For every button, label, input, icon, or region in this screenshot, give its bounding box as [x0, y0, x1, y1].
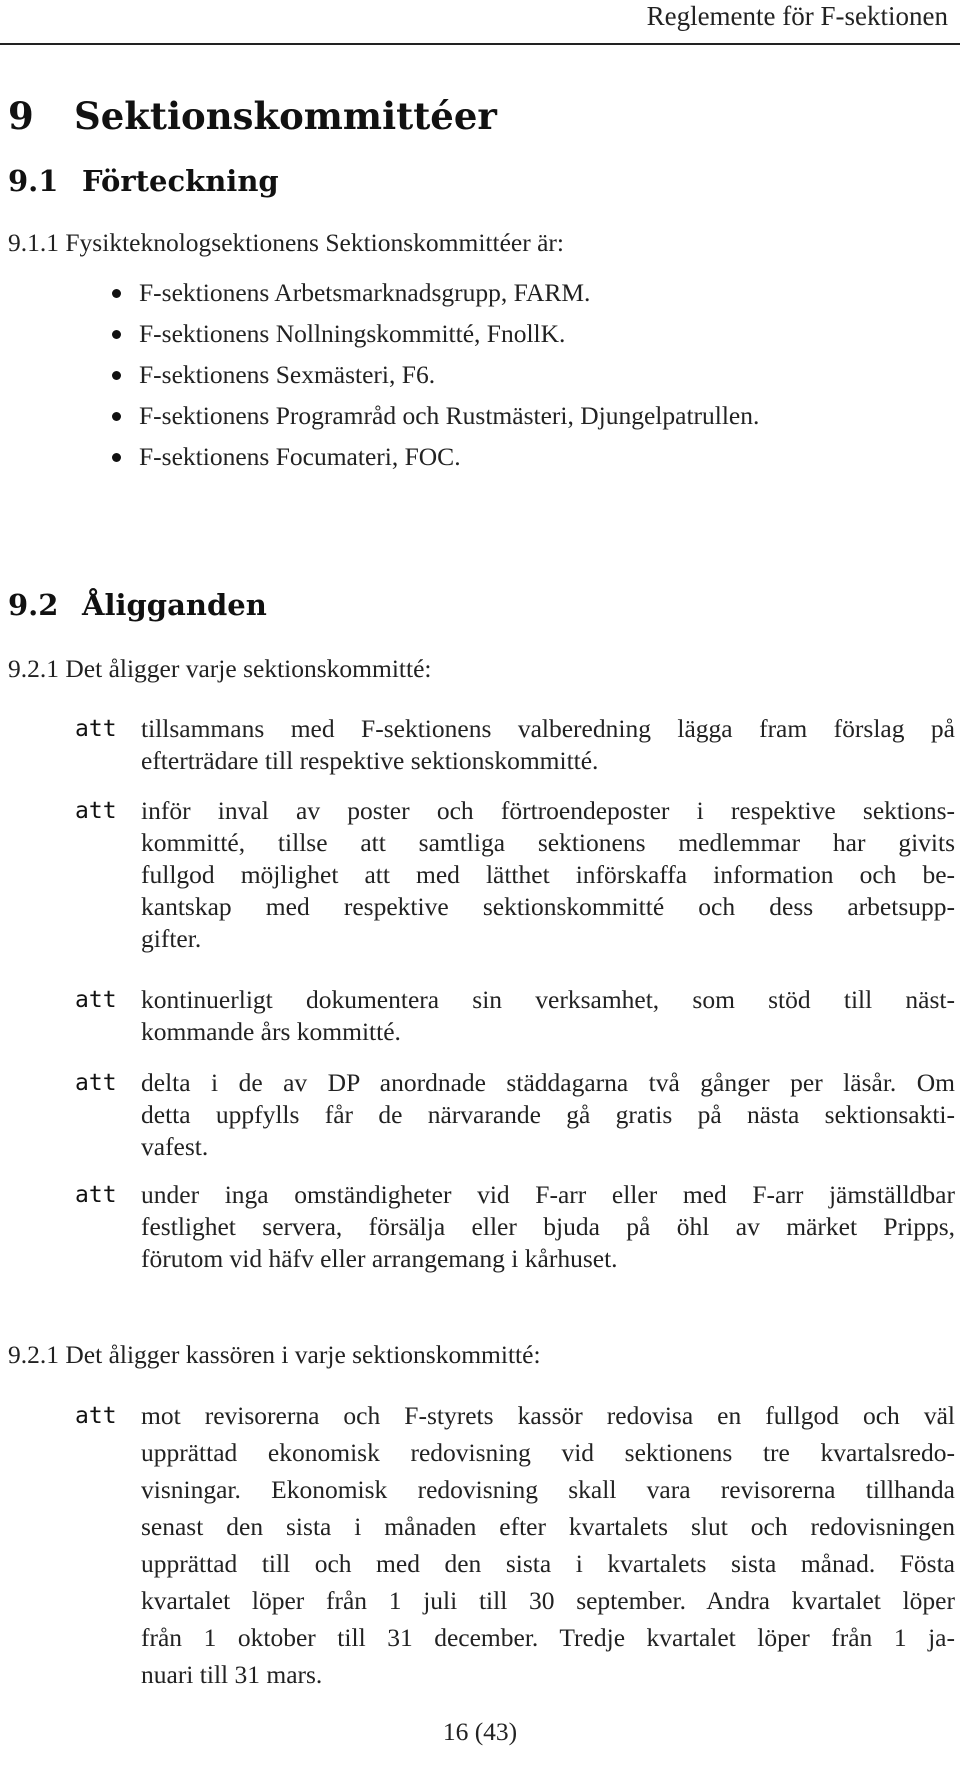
- section-title-text: Sektionskommittéer: [74, 94, 497, 138]
- duty-item: [75, 795, 955, 955]
- bullet-icon: [112, 289, 121, 298]
- paragraph-number: 9.2.1: [8, 654, 59, 683]
- section-number: 9: [8, 94, 34, 138]
- running-header: Reglemente för F-sektionen: [646, 1, 948, 31]
- duty-keyword: att: [75, 798, 117, 824]
- duty-line: kontinuerligt dokumentera sin verksamhet, som stöd till näst-: [141, 985, 955, 1014]
- duty-keyword: att: [75, 716, 117, 742]
- duty-line: tillsammans med F-sektionens valberedning lägga fram förslag på: [141, 714, 955, 743]
- duty-line: detta uppfylls får de närvarande gå gratis på nästa sektionsakti-: [141, 1100, 955, 1129]
- duty-line: förutom vid häfv eller arrangemang i kårhuset.: [141, 1244, 618, 1273]
- list-item-text: F-sektionens Focumateri, FOC.: [139, 442, 461, 471]
- paragraph-number: 9.1.1: [8, 228, 59, 257]
- duty-line: festlighet servera, försälja eller bjuda på öhl av märket Pripps,: [141, 1212, 955, 1241]
- duty-line: visningar. Ekonomisk redovisning skall vara revisorerna tillhanda: [141, 1475, 955, 1504]
- duty-item: [75, 984, 955, 1048]
- list-item-text: F-sektionens Programråd och Rustmästeri, Djungelpatrullen.: [139, 401, 760, 430]
- bullet-icon: [112, 453, 121, 462]
- duty-line: upprättad till och med den sista i kvartalets sista månad. Fösta: [141, 1549, 955, 1578]
- duty-keyword: att: [75, 1070, 117, 1096]
- bullet-icon: [112, 412, 121, 421]
- subsection-title-text: Förteckning: [82, 164, 279, 198]
- duty-line: kantskap med respektive sektionskommitté och dess arbetsupp-: [141, 892, 955, 921]
- treasurer-duty-item: [75, 1400, 955, 1696]
- subsection-number: 9.1: [8, 164, 59, 198]
- duty-line: kvartalet löper från 1 juli till 30 september. Andra kvartalet löper: [141, 1586, 955, 1615]
- paragraph-9-2-1-treasurer: [8, 1339, 541, 1371]
- subsection-title-text: Åligganden: [82, 588, 267, 622]
- duty-item: [75, 1067, 955, 1163]
- duty-line: nuari till 31 mars.: [141, 1660, 323, 1689]
- paragraph-9-2-1: [8, 653, 432, 685]
- duty-line: kommande års kommitté.: [141, 1017, 401, 1046]
- header-rule: [0, 43, 960, 45]
- duty-line: mot revisorerna och F-styrets kassör redovisa en fullgod och väl: [141, 1401, 955, 1430]
- duty-line: inför inval av poster och förtroendeposter i respektive sektions-: [141, 796, 955, 825]
- duty-keyword: att: [75, 1182, 117, 1208]
- duty-item: [75, 713, 955, 777]
- list-item-text: F-sektionens Nollningskommitté, FnollK.: [139, 319, 566, 348]
- duty-line: senast den sista i månaden efter kvartalets slut och redovisningen: [141, 1512, 955, 1541]
- duty-line: under inga omständigheter vid F-arr eller med F-arr jämställdbar: [141, 1180, 955, 1209]
- duty-keyword: att: [75, 987, 117, 1013]
- subsection-title-aligganden: [8, 587, 267, 623]
- page-number: 16 (43): [442, 1717, 518, 1746]
- duty-line: delta i de av DP anordnade städdagarna två gånger per läsår. Om: [141, 1068, 955, 1097]
- paragraph-number: 9.2.1: [8, 1340, 59, 1369]
- paragraph-text: Fysikteknologsektionens Sektionskommittéer är:: [65, 228, 564, 257]
- subsection-number: 9.2: [8, 588, 59, 622]
- duty-line: efterträdare till respektive sektionskommitté.: [141, 746, 599, 775]
- paragraph-9-1-1: [8, 227, 564, 259]
- duty-line: kommitté, tillse att samtliga sektionens medlemmar har givits: [141, 828, 955, 857]
- paragraph-text: Det åligger varje sektionskommitté:: [65, 654, 432, 683]
- subsection-title-forteckning: [8, 163, 279, 199]
- duty-line: från 1 oktober till 31 december. Tredje kvartalet löper från 1 ja-: [141, 1623, 955, 1652]
- section-title: [8, 94, 497, 138]
- duty-keyword: att: [75, 1403, 117, 1429]
- duty-line: gifter.: [141, 924, 202, 953]
- list-item-text: F-sektionens Arbetsmarknadsgrupp, FARM.: [139, 278, 591, 307]
- duty-line: vafest.: [141, 1132, 209, 1161]
- list-item-text: F-sektionens Sexmästeri, F6.: [139, 360, 436, 389]
- duty-item: [75, 1179, 955, 1275]
- bullet-icon: [112, 371, 121, 380]
- paragraph-text: Det åligger kassören i varje sektionskommitté:: [65, 1340, 541, 1369]
- duty-line: fullgod möjlighet att med lätthet införskaffa information och be-: [141, 860, 955, 889]
- bullet-icon: [112, 330, 121, 339]
- duty-line: upprättad ekonomisk redovisning vid sektionens tre kvartalsredo-: [141, 1438, 955, 1467]
